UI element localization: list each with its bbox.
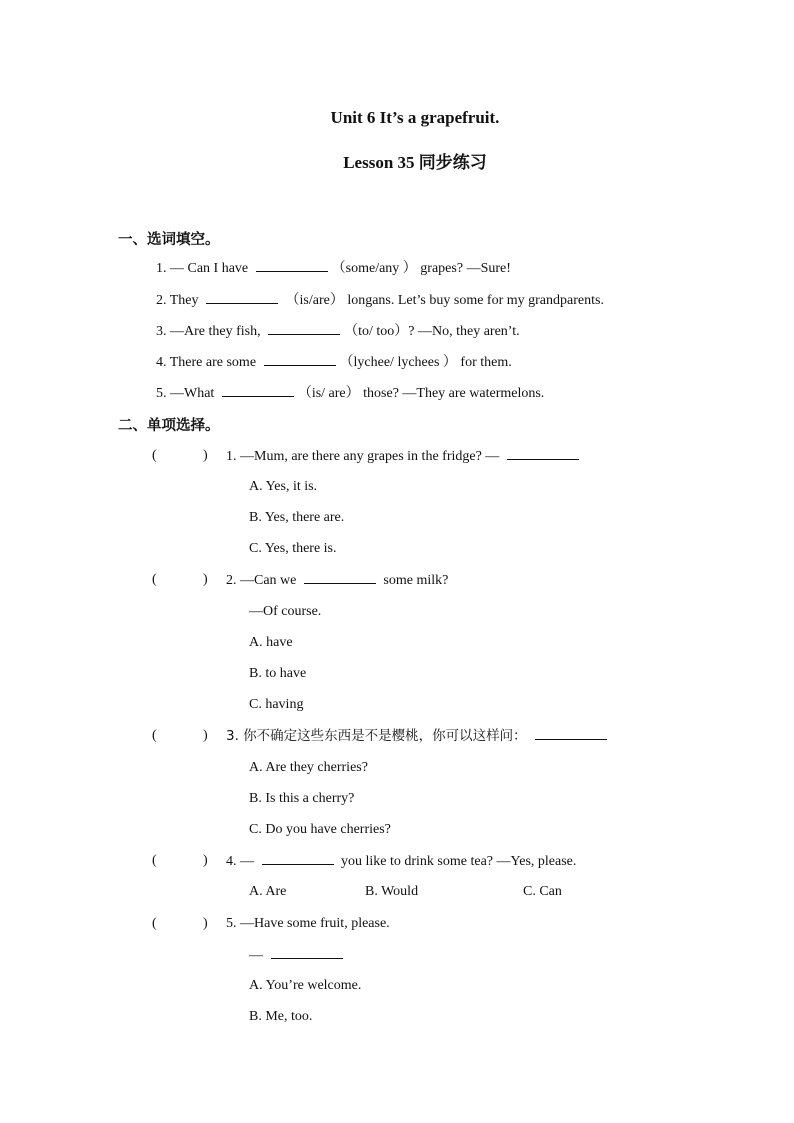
answer-blank[interactable]: [222, 384, 294, 397]
choice-question-5: 5. —Have some fruit, please.: [226, 916, 390, 931]
answer-blank[interactable]: [206, 291, 278, 304]
option[interactable]: C. Yes, there is.: [249, 541, 337, 556]
option[interactable]: B. Would: [365, 884, 419, 899]
answer-paren-close: ): [203, 728, 208, 743]
answer-paren-open: (: [152, 728, 157, 743]
page-title: Unit 6 It’s a grapefruit.: [330, 108, 500, 127]
option[interactable]: B. Is this a cherry?: [249, 791, 355, 806]
choice-question-4: 4. — you like to drink some tea? —Yes, please.: [226, 854, 577, 869]
page-subtitle: Lesson 35 同步练习: [343, 153, 487, 172]
answer-paren-open: (: [152, 853, 157, 868]
fill-item-1: 1. — Can I have （some/any ） grapes? —Sure!: [156, 261, 511, 276]
section-2-heading: 二、单项选择。: [118, 418, 220, 434]
option[interactable]: B. to have: [249, 666, 307, 681]
fill-item-5: 5. —What （is/ are） those? —They are watermelons.: [156, 386, 545, 401]
dialog-reply: —Of course.: [249, 604, 322, 619]
choice-question-2: 2. —Can we some milk?: [226, 573, 449, 588]
option[interactable]: A. Yes, it is.: [249, 479, 318, 494]
option[interactable]: A. Are: [249, 884, 287, 899]
option[interactable]: B. Yes, there are.: [249, 510, 345, 525]
option[interactable]: B. Me, too.: [249, 1009, 313, 1024]
option[interactable]: A. have: [249, 635, 293, 650]
dialog-reply: —: [249, 946, 347, 965]
answer-blank[interactable]: [256, 259, 328, 272]
answer-paren-open: (: [152, 916, 157, 931]
option[interactable]: A. Are they cherries?: [249, 760, 368, 775]
fill-item-3: 3. —Are they fish, （to/ too）? —No, they aren’t.: [156, 324, 520, 339]
fill-item-2: 2. They （is/are） longans. Let’s buy some for my grandparents.: [156, 293, 604, 308]
answer-paren-close: ): [203, 448, 208, 463]
answer-paren-close: ): [203, 853, 208, 868]
answer-paren-close: ): [203, 572, 208, 587]
answer-blank[interactable]: [268, 322, 340, 335]
answer-blank[interactable]: [264, 353, 336, 366]
answer-paren-open: (: [152, 448, 157, 463]
answer-paren-open: (: [152, 572, 157, 587]
answer-blank[interactable]: [507, 447, 579, 460]
answer-blank[interactable]: [535, 727, 607, 740]
choice-question-1: 1. —Mum, are there any grapes in the fridge? —: [226, 447, 583, 466]
answer-blank[interactable]: [304, 571, 376, 584]
answer-paren-close: ): [203, 916, 208, 931]
answer-blank[interactable]: [271, 946, 343, 959]
choice-question-3: 3. 你不确定这些东西是不是樱桃，你可以这样问：: [226, 727, 611, 746]
fill-item-4: 4. There are some （lychee/ lychees ） for them.: [156, 355, 512, 370]
answer-blank[interactable]: [262, 852, 334, 865]
option[interactable]: C. Do you have cherries?: [249, 822, 391, 837]
option[interactable]: C. having: [249, 697, 304, 712]
section-1-heading: 一、选词填空。: [118, 232, 220, 248]
option[interactable]: C. Can: [523, 884, 562, 899]
option[interactable]: A. You’re welcome.: [249, 978, 362, 993]
